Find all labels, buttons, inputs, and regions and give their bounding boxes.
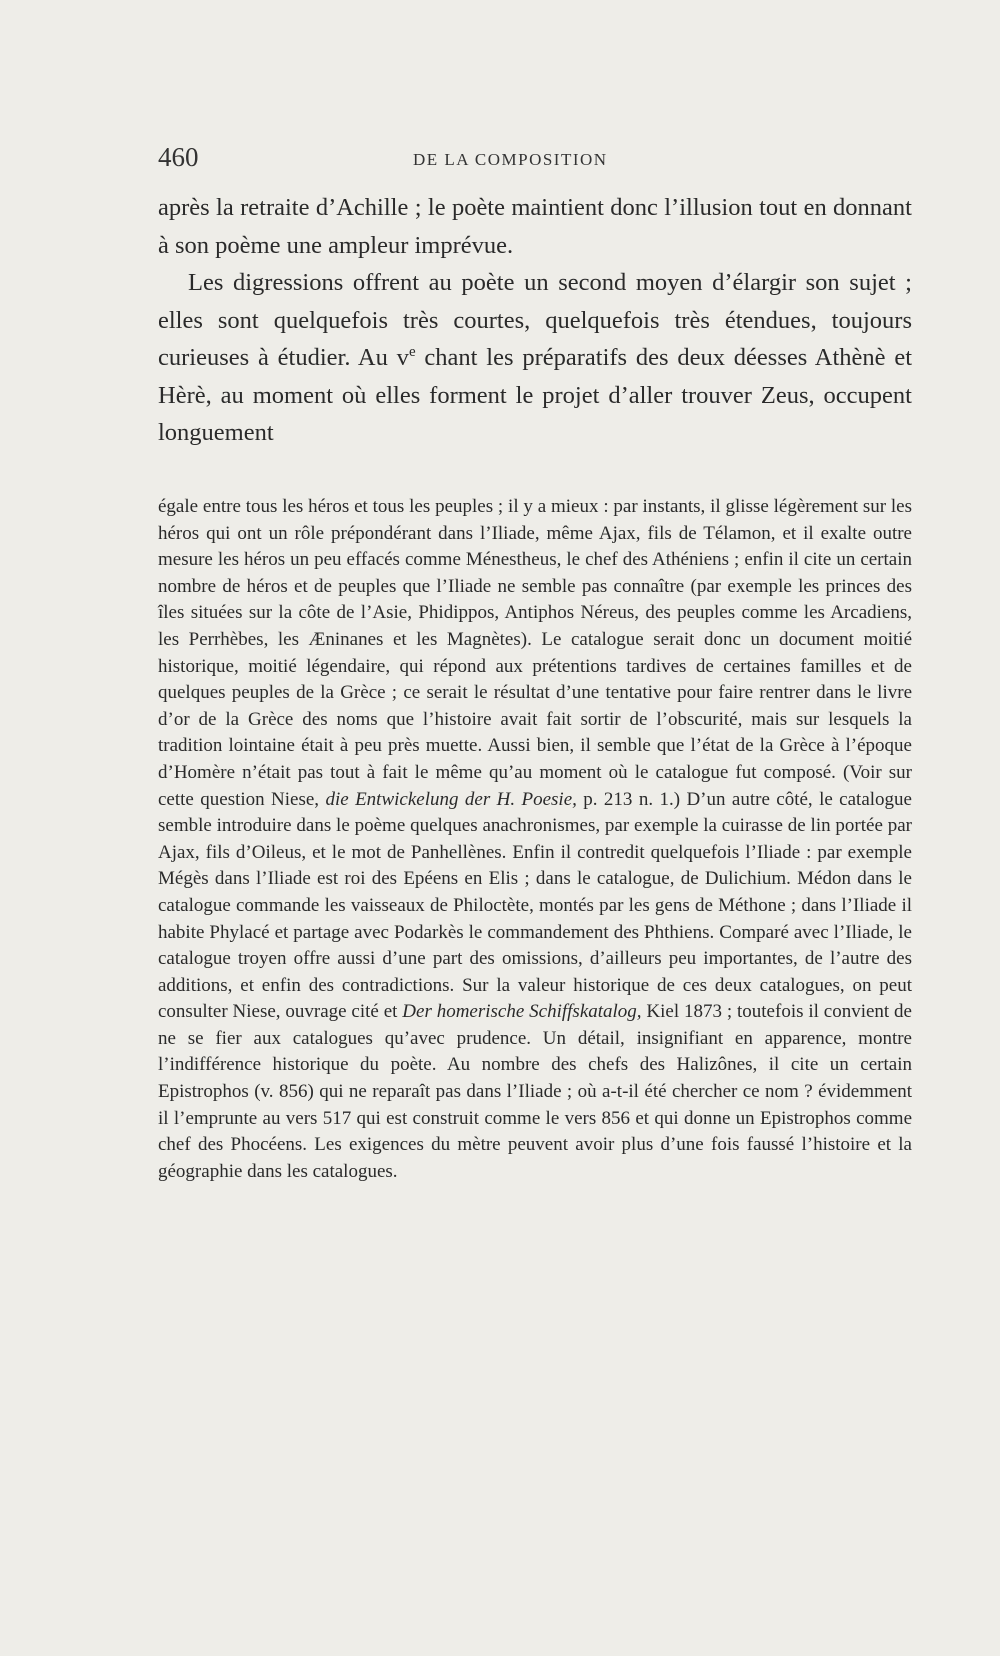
main-paragraph-1: après la retraite d’Achille ; le poète maintient donc l’illusion tout en donnant à son poème une ampleur imprévue. (158, 194, 912, 259)
main-text (158, 189, 912, 452)
footnote-text-2: p. 213 n. 1.) D’un autre côté, le catalogue semble introduire dans le poème quelques anachronismes, par exemple la cuirasse de lin portée par Ajax, fils d’Oileus, et le mot de Panhellènes. Enfin il contredit quelquefois l’Iliade : par exemple Mégès dans l’Iliade est roi des Epéens en Elis ; dans le catalogue, de Dulichium. Médon dans le catalogue commande les vaisseaux de Philoctète, montés par les gens de Méthone ; dans l’Iliade il habite Phylacé et partage avec Podarkès le commandement des Phthiens. Comparé avec l’Iliade, le catalogue troyen offre aussi d’une part des omissions, d’ailleurs peu importantes, de l’autre des additions, et enfin des contradictions. Sur la valeur historique de ces deux catalogues, on peut consulter Niese, ouvrage cité et (158, 788, 912, 1023)
paragraph-2-text-end: chant les préparatifs des deux déesses Athènè et Hèrè, au moment où elles forment le projet d’aller trouver Zeus, occupent longuement (158, 344, 912, 446)
footnote-title-2: Der homerische Schiffskatalog, (402, 1001, 642, 1023)
footnote-text-1: égale entre tous les héros et tous les peuples ; il y a mieux : par instants, il glisse légèrement sur les héros qui ont un rôle prépondérant dans l’Iliade, même Ajax, fils de Télamon, et il exalte outre mesure les héros un peu effacés comme Ménestheus, le chef des Athéniens ; enfin il cite un certain nombre de héros et de peuples que l’Iliade ne semble pas connaître (par exemple les princes des îles situées sur la côte de l’Asie, Phidippos, Antiphos Néreus, des peuples comme les Arcadiens, les Perrhèbes, les Æninanes et les Magnètes). Le catalogue serait donc un document moitié historique, moitié légendaire, qui répond aux prétentions tardives de certaines familles et de quelques peuples de la Grèce ; ce serait le résultat d’une tentative pour faire rentrer dans le livre d’or de la Grèce des noms que l’histoire avait fait sortir de l’obscurité, mais sur lesquels la tradition lointaine était à peu près muette. Aussi bien, il semble que l’état de la Grèce à l’époque d’Homère n’était pas tout à fait le même qu’au moment où le catalogue fut composé. (Voir sur cette question Niese, (158, 496, 912, 810)
running-head: DE LA COMPOSITION (413, 150, 608, 169)
main-paragraph-2 (158, 264, 912, 452)
footnote-text-3: Kiel 1873 ; toutefois il convient de ne se fier aux catalogues qu’avec prudence. Un détail, insignifiant en apparence, montre l’indifférence historique du poète. Au nombre des chefs des Halizônes, il cite un certain Epistrophos (v. 856) qui ne reparaît pas dans l’Iliade ; où a-t-il été chercher ce nom ? évidemment il l’emprunte au vers 517 qui est construit comme le vers 856 et qui donne un Epistrophos comme chef des Phocéens. Les exigences du mètre peuvent avoir plus d’une fois faussé l’histoire et la géographie dans les catalogues. (158, 1001, 912, 1182)
paragraph-2-text-start: Les digressions offrent au poète un second moyen d’élargir son sujet ; elles sont quelquefois très courtes, quelquefois très étendues, toujours curieuses à étudier. Au v (158, 269, 912, 371)
ordinal-superscript: e (408, 344, 416, 360)
page-number: 460 (158, 142, 199, 172)
footnote-title-1: die Entwickelung der H. Poesie, (325, 788, 577, 810)
footnote-block (158, 494, 912, 1185)
footnote-paragraph (158, 494, 912, 1185)
page-header (158, 140, 912, 180)
